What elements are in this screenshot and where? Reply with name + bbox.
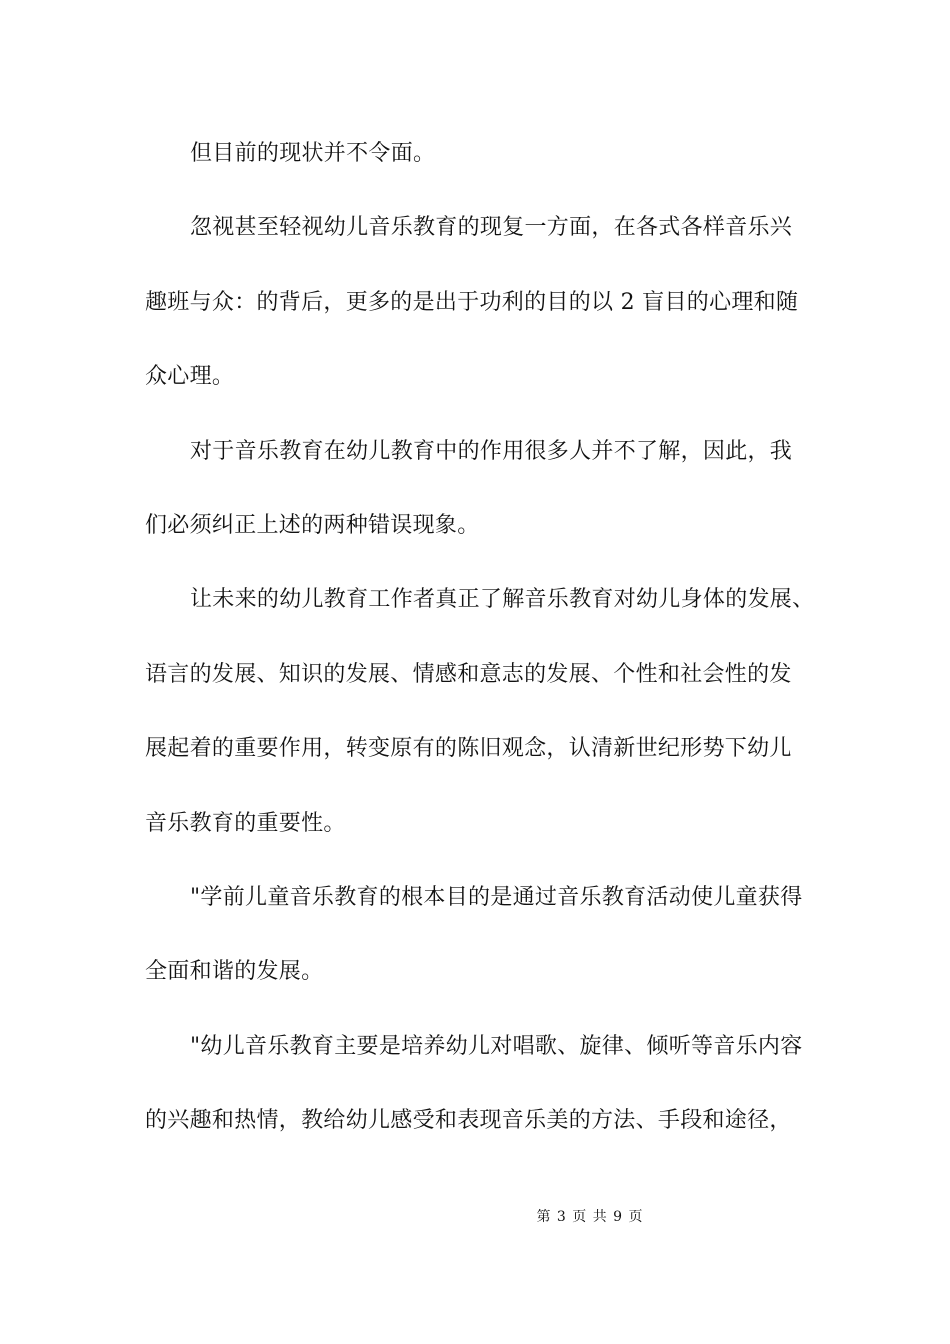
text-line: "幼儿音乐教育主要是培养幼儿对唱歌、旋律、倾听等音乐内容 (190, 1033, 803, 1059)
text-line: 们必须纠正上述的两种错误现象。 (145, 512, 480, 538)
text-line: 对于音乐教育在幼儿教育中的作用很多人并不了解，因此，我 (190, 438, 793, 464)
text-line: 趣班与众：的背后，更多的是出于功利的目的以 2 盲目的心理和随 (145, 289, 799, 315)
text-line: 但目前的现状并不令面。 (190, 141, 436, 166)
text-line: 忽视甚至轻视幼儿音乐教育的现复一方面，在各式各样音乐兴 (190, 215, 793, 241)
text-line: 的兴趣和热情，教给幼儿感受和表现音乐美的方法、手段和途径， (145, 1108, 792, 1134)
text-line: 语言的发展、知识的发展、情感和意志的发展、个性和社会性的发 (145, 661, 792, 687)
text-line: 众心理。 (145, 364, 235, 390)
page-footer: 第 3 页 共 9 页 (536, 1209, 644, 1225)
body-text (145, 132, 815, 1173)
text-line: 全面和谐的发展。 (145, 959, 324, 985)
text-line: "学前儿童音乐教育的根本目的是通过音乐教育活动使儿童获得 (190, 884, 803, 910)
text-line: 展起着的重要作用，转变原有的陈旧观念，认清新世纪形势下幼儿 (145, 736, 792, 762)
text-line: 音乐教育的重要性。 (145, 810, 346, 836)
text-line: 让未来的幼儿教育工作者真正了解音乐教育对幼儿身体的发展、 (190, 587, 815, 613)
